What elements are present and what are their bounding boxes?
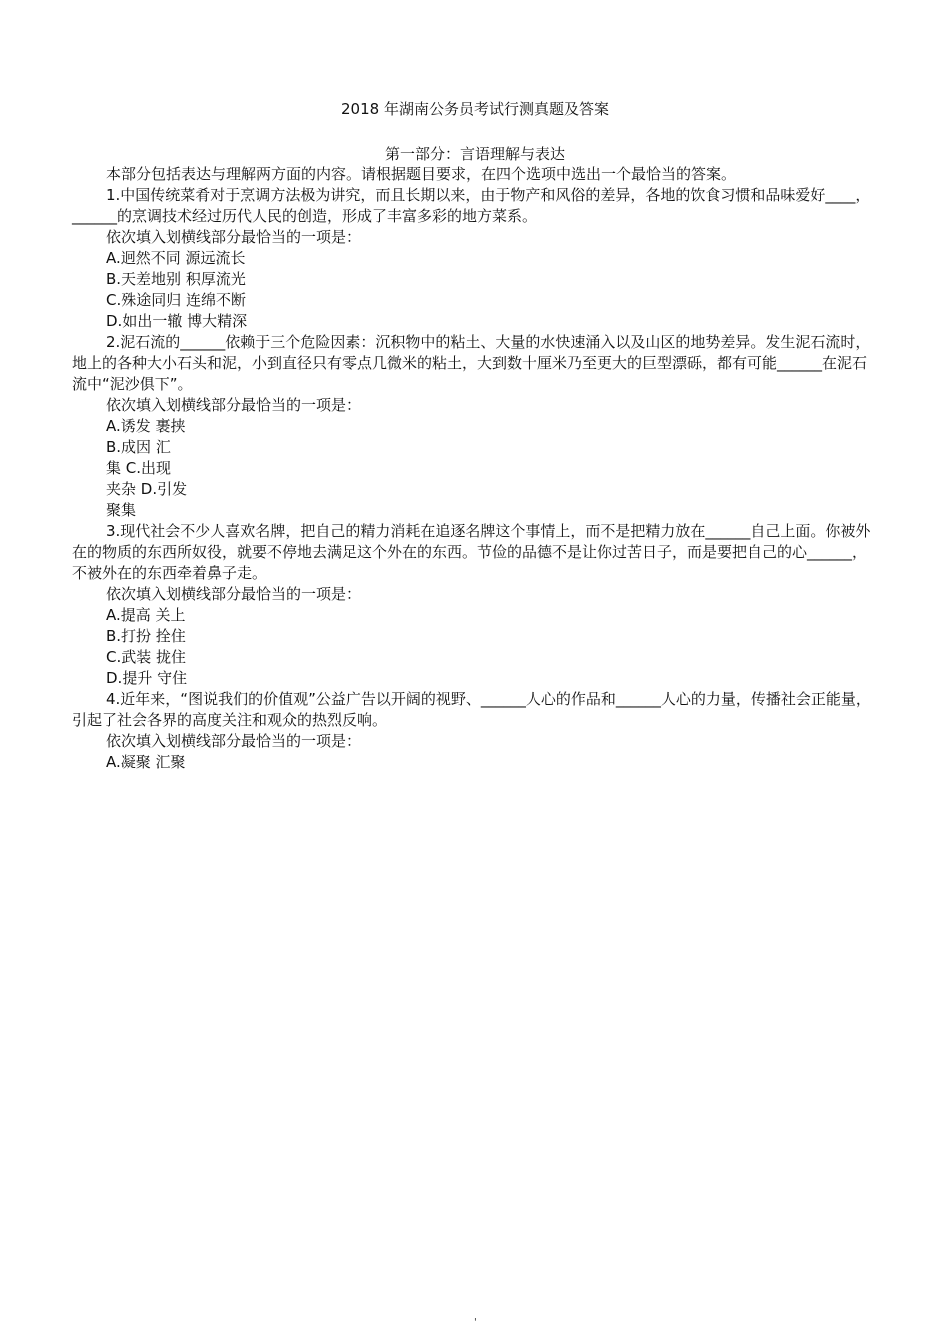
- question-1-stem: 1.中国传统菜肴对于烹调方法极为讲究，而且长期以来，由于物产和风俗的差异，各地的饮食习惯和品味爱好____，______的烹调技术经过历代人民的创造，形成了丰富多彩的地方菜系。: [72, 186, 871, 225]
- question-1-instruction: 依次填入划横线部分最恰当的一项是：: [106, 228, 362, 246]
- question-2-option-line-4: 夹杂 D.引发: [106, 480, 188, 498]
- question-3-instruction: 依次填入划横线部分最恰当的一项是：: [106, 585, 362, 603]
- question-2-option-line-1: A.诱发 裹挟: [106, 417, 186, 435]
- intro-paragraph: 本部分包括表达与理解两方面的内容。请根据题目要求，在四个选项中选出一个最恰当的答案。: [106, 165, 737, 183]
- question-3-option-a: A.提高 关上: [106, 606, 186, 624]
- question-3-option-c: C.武装 拢住: [106, 648, 187, 666]
- question-2-option-line-5: 聚集: [106, 501, 137, 519]
- document-body: [72, 164, 878, 773]
- question-1-option-b: B.天差地别 积厚流光: [106, 270, 246, 288]
- question-2-option-line-2: B.成因 汇: [106, 438, 171, 456]
- question-1-option-c: C.殊途同归 连绵不断: [106, 291, 247, 309]
- question-2-stem: 2.泥石流的______依赖于三个危险因素：沉积物中的粘土、大量的水快速涌入以及山区的地势差异。发生泥石流时，地上的各种大小石头和泥，小到直径只有零点几微米的粘土，大到数十厘米乃至更大的巨型漂砾，都有可能______在泥石流中“泥沙俱下”。: [72, 333, 871, 393]
- question-1-option-d: D.如出一辙 博大精深: [106, 312, 248, 330]
- question-3-stem: 3.现代社会不少人喜欢名牌，把自己的精力消耗在追逐名牌这个事情上，而不是把精力放在______自己上面。你被外在的物质的东西所奴役，就要不停地去满足这个外在的东西。节俭的品德不是让你过苦日子，而是要把自己的心______，不被外在的东西牵着鼻子走。: [72, 522, 871, 582]
- question-3-option-b: B.打扮 拴住: [106, 627, 186, 645]
- question-3-option-d: D.提升 守住: [106, 669, 188, 687]
- question-2-instruction: 依次填入划横线部分最恰当的一项是：: [106, 396, 362, 414]
- question-4-option-a: A.凝聚 汇聚: [106, 753, 186, 771]
- question-1-option-a: A.迥然不同 源远流长: [106, 249, 246, 267]
- question-4-stem: 4.近年来，“图说我们的价值观”公益广告以开阔的视野、______人心的作品和______人心的力量，传播社会正能量，引起了社会各界的高度关注和观众的热烈反响。: [72, 690, 871, 729]
- document-title: 2018 年湖南公务员考试行测真题及答案: [341, 100, 609, 118]
- section-title: 第一部分：言语理解与表达: [384, 145, 565, 163]
- footer-mark: ': [474, 1317, 477, 1328]
- question-2-option-line-3: 集 C.出现: [106, 459, 172, 477]
- question-4-instruction: 依次填入划横线部分最恰当的一项是：: [106, 732, 362, 750]
